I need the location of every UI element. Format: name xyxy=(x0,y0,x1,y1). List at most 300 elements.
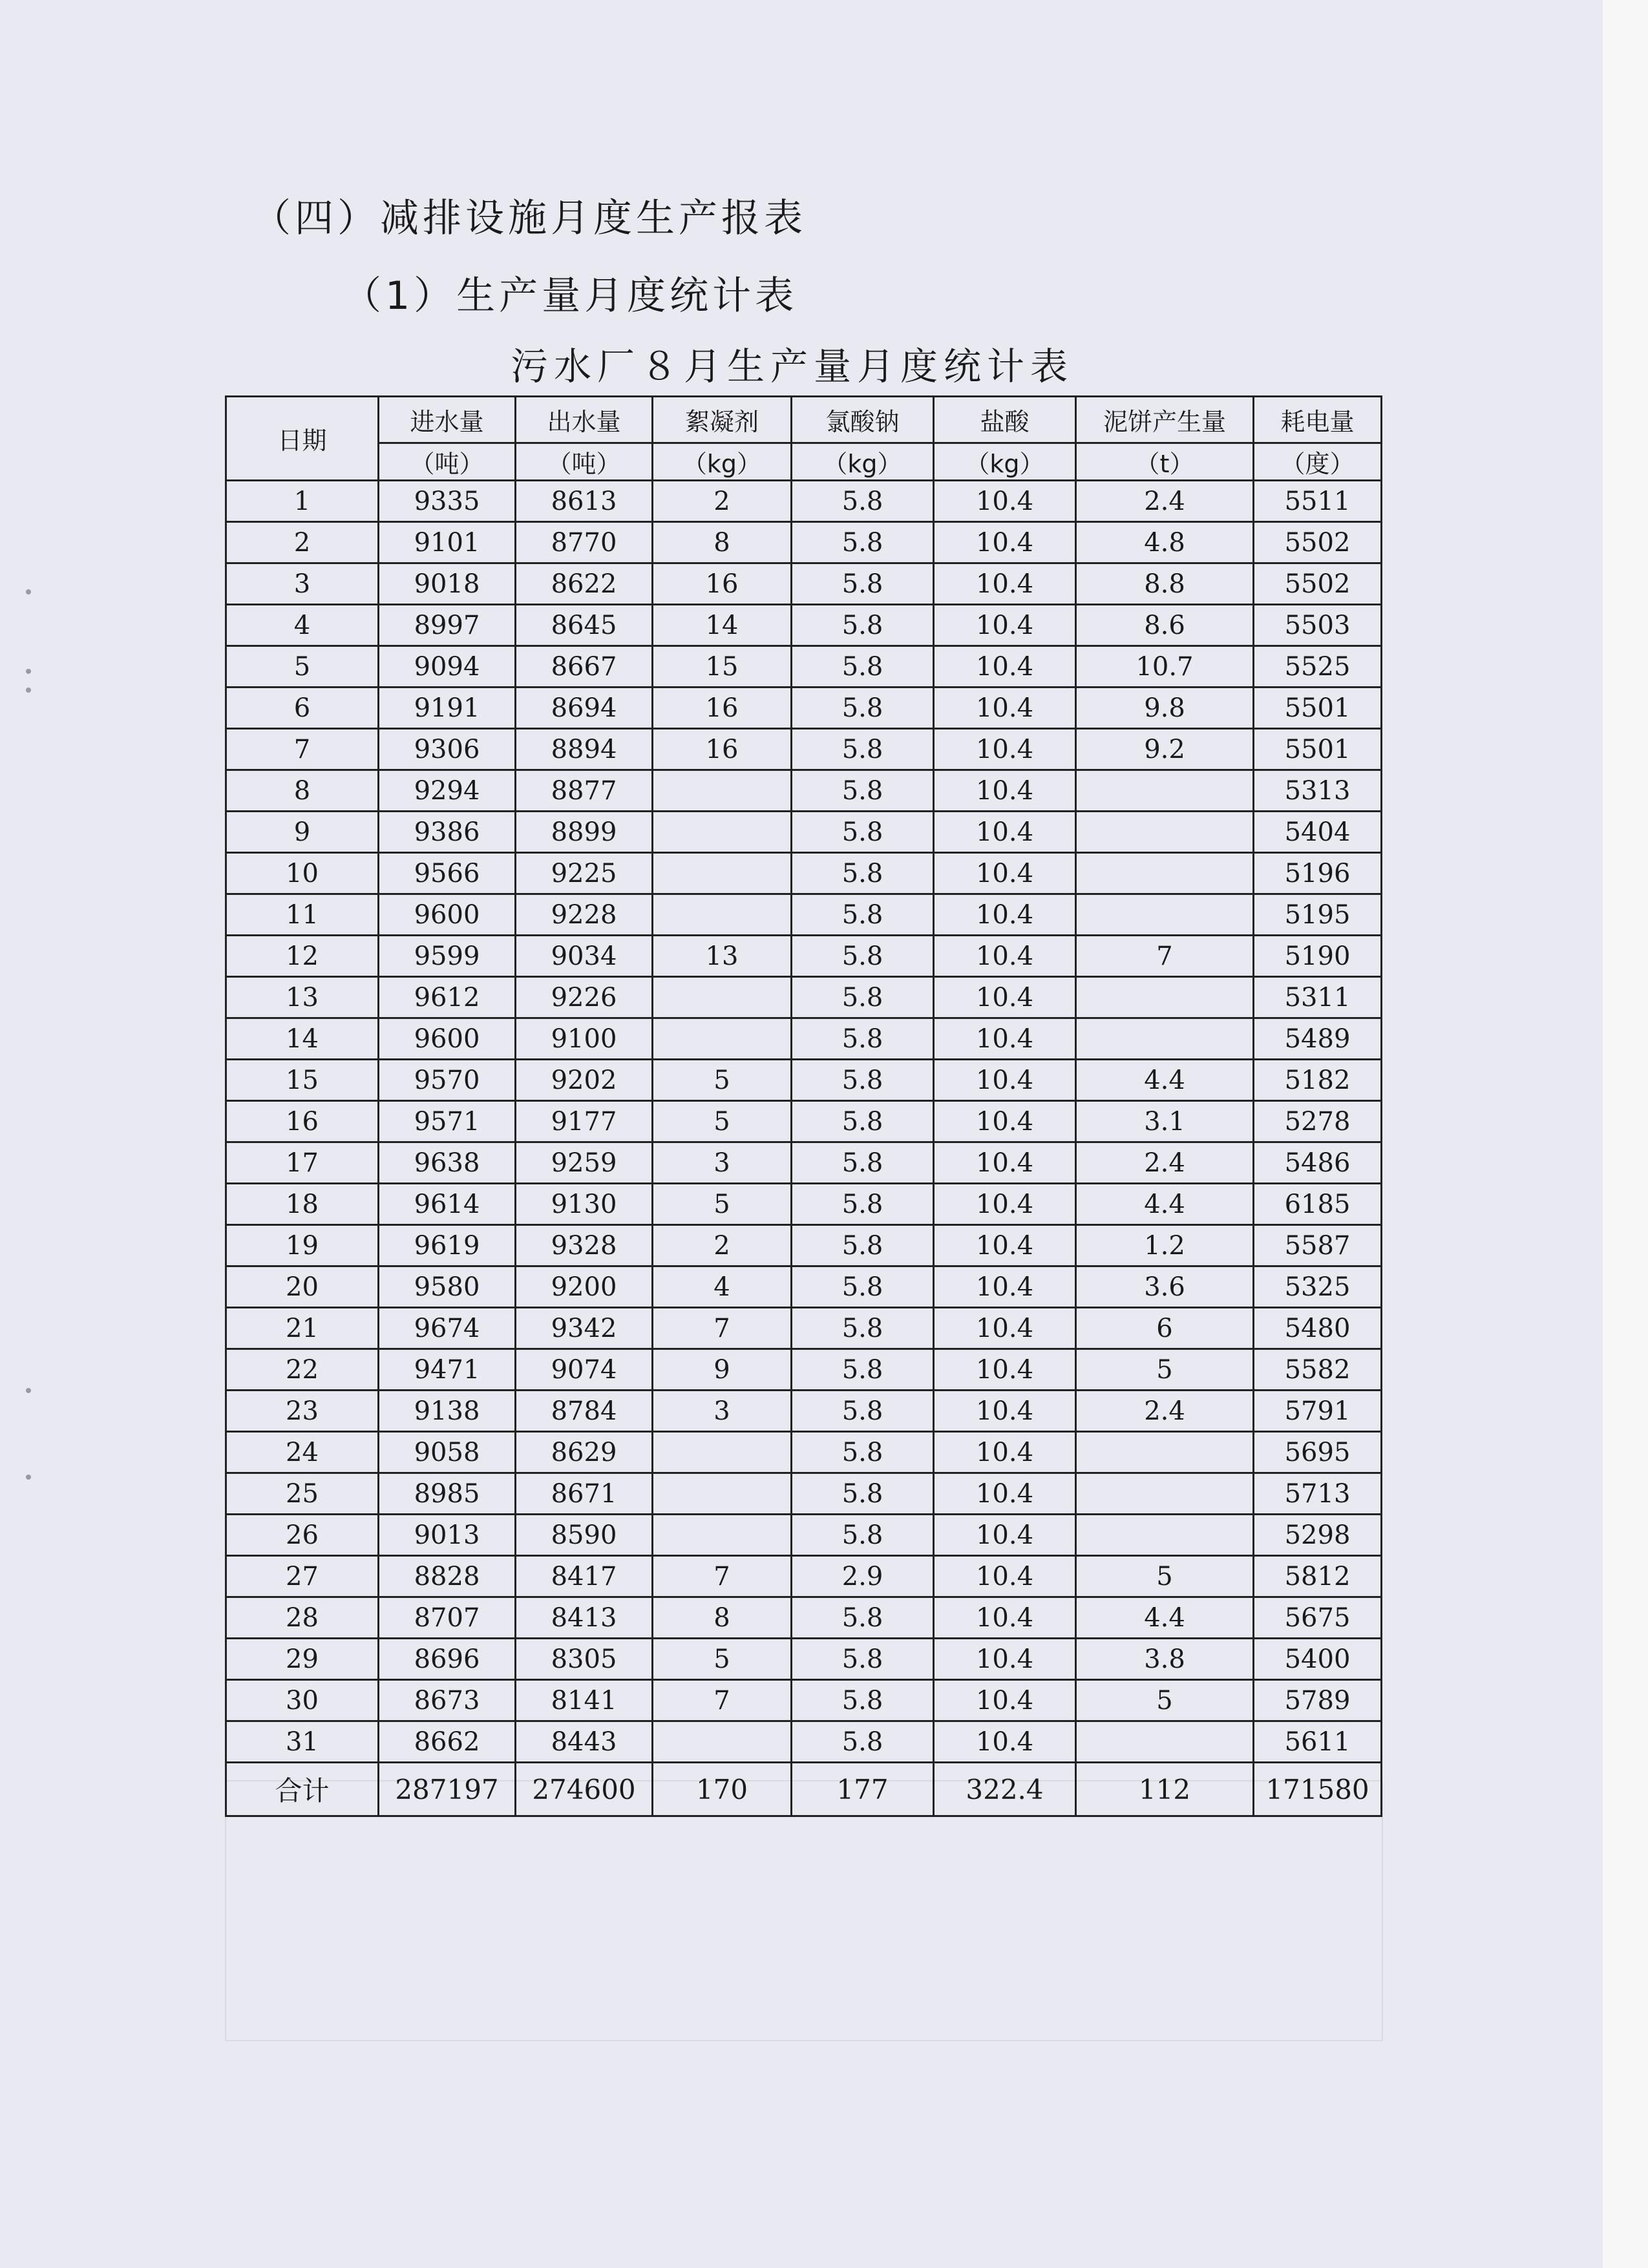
table-cell: 9.2 xyxy=(1076,729,1254,770)
table-cell: 9612 xyxy=(379,977,516,1018)
table-cell: 10.4 xyxy=(934,1018,1076,1060)
table-cell xyxy=(1076,1721,1254,1763)
table-cell: 5.8 xyxy=(792,894,934,936)
table-cell: 10.4 xyxy=(934,481,1076,522)
table-cell xyxy=(653,853,792,894)
date-cell: 7 xyxy=(226,729,379,770)
punch-hole xyxy=(26,1475,31,1480)
table-cell: 10.4 xyxy=(934,1225,1076,1266)
table-cell: 8877 xyxy=(516,770,653,812)
table-cell: 2 xyxy=(653,481,792,522)
table-cell: 5.8 xyxy=(792,1101,934,1142)
table-row xyxy=(226,688,1382,729)
table-cell: 9225 xyxy=(516,853,653,894)
table-cell: 13 xyxy=(653,936,792,977)
punch-hole xyxy=(26,669,31,674)
table-cell: 5298 xyxy=(1254,1515,1382,1556)
table-cell: 5313 xyxy=(1254,770,1382,812)
table-cell: 9638 xyxy=(379,1142,516,1184)
table-cell: 9100 xyxy=(516,1018,653,1060)
table-cell: 9 xyxy=(653,1349,792,1391)
col-header-sodium-chlorate: 氯酸钠 xyxy=(792,397,934,443)
table-cell: 5.8 xyxy=(792,1060,934,1101)
table-cell: 8645 xyxy=(516,605,653,646)
table-cell: 5502 xyxy=(1254,522,1382,563)
table-cell: 5.8 xyxy=(792,1142,934,1184)
table-cell: 8 xyxy=(653,1597,792,1639)
table-cell: 5.8 xyxy=(792,1721,934,1763)
table-cell: 9294 xyxy=(379,770,516,812)
date-cell: 30 xyxy=(226,1680,379,1721)
table-cell: 9226 xyxy=(516,977,653,1018)
table-cell: 5.8 xyxy=(792,563,934,605)
table-cell: 2.9 xyxy=(792,1556,934,1597)
date-cell: 18 xyxy=(226,1184,379,1225)
table-cell: 9471 xyxy=(379,1349,516,1391)
table-row xyxy=(226,1432,1382,1473)
table-cell: 8590 xyxy=(516,1515,653,1556)
table-cell: 5525 xyxy=(1254,646,1382,688)
table-cell: 4.4 xyxy=(1076,1184,1254,1225)
table-cell: 5 xyxy=(653,1639,792,1680)
table-cell: 5.8 xyxy=(792,1018,934,1060)
section-title: （四）减排设施月度生产报表 xyxy=(252,196,807,241)
table-cell: 10.4 xyxy=(934,977,1076,1018)
table-cell: 9342 xyxy=(516,1308,653,1349)
date-cell: 20 xyxy=(226,1266,379,1308)
total-cell: 274600 xyxy=(516,1763,653,1816)
table-cell: 5501 xyxy=(1254,688,1382,729)
table-cell: 8694 xyxy=(516,688,653,729)
table-cell: 10.4 xyxy=(934,1308,1076,1349)
date-cell: 8 xyxy=(226,770,379,812)
table-cell: 10.4 xyxy=(934,936,1076,977)
table-cell: 10.4 xyxy=(934,1515,1076,1556)
table-row xyxy=(226,812,1382,853)
table-cell: 8417 xyxy=(516,1556,653,1597)
table-cell: 5582 xyxy=(1254,1349,1382,1391)
table-cell: 8667 xyxy=(516,646,653,688)
date-cell: 26 xyxy=(226,1515,379,1556)
table-cell: 5190 xyxy=(1254,936,1382,977)
date-cell: 11 xyxy=(226,894,379,936)
table-cell: 10.4 xyxy=(934,522,1076,563)
table-cell: 5182 xyxy=(1254,1060,1382,1101)
table-cell: 8.8 xyxy=(1076,563,1254,605)
table-cell: 2.4 xyxy=(1076,1142,1254,1184)
table-row xyxy=(226,853,1382,894)
table-cell: 8997 xyxy=(379,605,516,646)
table-cell: 8707 xyxy=(379,1597,516,1639)
table-cell: 9306 xyxy=(379,729,516,770)
table-cell: 8828 xyxy=(379,1556,516,1597)
date-cell: 4 xyxy=(226,605,379,646)
table-cell: 5.8 xyxy=(792,1225,934,1266)
table-cell: 5404 xyxy=(1254,812,1382,853)
total-cell: 177 xyxy=(792,1763,934,1816)
table-cell: 5675 xyxy=(1254,1597,1382,1639)
table-cell: 16 xyxy=(653,688,792,729)
total-cell: 171580 xyxy=(1254,1763,1382,1816)
table-cell: 5.8 xyxy=(792,1680,934,1721)
subsection-title: （1）生产量月度统计表 xyxy=(343,273,798,319)
table-cell xyxy=(653,977,792,1018)
table-cell: 10.4 xyxy=(934,853,1076,894)
table-cell: 10.4 xyxy=(934,1349,1076,1391)
table-cell: 5.8 xyxy=(792,812,934,853)
table-cell: 5.8 xyxy=(792,522,934,563)
unit-flocculant: （kg） xyxy=(653,443,792,481)
total-cell: 170 xyxy=(653,1763,792,1816)
table-cell: 9328 xyxy=(516,1225,653,1266)
date-cell: 1 xyxy=(226,481,379,522)
table-cell: 5587 xyxy=(1254,1225,1382,1266)
table-row xyxy=(226,894,1382,936)
unit-sludge-cake: （t） xyxy=(1076,443,1254,481)
table-cell: 5511 xyxy=(1254,481,1382,522)
table-cell: 9130 xyxy=(516,1184,653,1225)
table-cell: 5196 xyxy=(1254,853,1382,894)
table-cell: 8784 xyxy=(516,1391,653,1432)
table-cell: 5.8 xyxy=(792,688,934,729)
table-cell: 5611 xyxy=(1254,1721,1382,1763)
table-cell: 10.4 xyxy=(934,1639,1076,1680)
table-cell: 9386 xyxy=(379,812,516,853)
table-row xyxy=(226,1721,1382,1763)
table-cell: 9013 xyxy=(379,1515,516,1556)
table-cell: 7 xyxy=(1076,936,1254,977)
table-cell: 8894 xyxy=(516,729,653,770)
table-row xyxy=(226,1391,1382,1432)
table-cell: 5.8 xyxy=(792,977,934,1018)
table-row xyxy=(226,936,1382,977)
table-row xyxy=(226,977,1382,1018)
table-cell: 9335 xyxy=(379,481,516,522)
date-cell: 15 xyxy=(226,1060,379,1101)
table-cell: 5503 xyxy=(1254,605,1382,646)
table-cell: 5.8 xyxy=(792,481,934,522)
table-cell: 7 xyxy=(653,1556,792,1597)
table-cell: 5.8 xyxy=(792,1308,934,1349)
table-cell: 3 xyxy=(653,1391,792,1432)
table-cell: 10.4 xyxy=(934,770,1076,812)
table-cell xyxy=(1076,894,1254,936)
table-cell: 5.8 xyxy=(792,1639,934,1680)
table-cell: 5 xyxy=(653,1101,792,1142)
table-cell xyxy=(653,1473,792,1515)
table-cell xyxy=(653,812,792,853)
table-cell: 9202 xyxy=(516,1060,653,1101)
table-cell: 15 xyxy=(653,646,792,688)
table-cell: 5195 xyxy=(1254,894,1382,936)
table-row xyxy=(226,522,1382,563)
table-row xyxy=(226,1060,1382,1101)
table-row xyxy=(226,563,1382,605)
table-row xyxy=(226,1349,1382,1391)
table-cell: 9600 xyxy=(379,894,516,936)
date-cell: 29 xyxy=(226,1639,379,1680)
date-cell: 22 xyxy=(226,1349,379,1391)
table-cell: 10.4 xyxy=(934,1721,1076,1763)
table-cell: 3 xyxy=(653,1142,792,1184)
table-cell: 14 xyxy=(653,605,792,646)
table-cell: 10.4 xyxy=(934,1060,1076,1101)
table-cell: 5502 xyxy=(1254,563,1382,605)
table-cell: 10.4 xyxy=(934,1266,1076,1308)
table-cell: 8.6 xyxy=(1076,605,1254,646)
table-cell: 8613 xyxy=(516,481,653,522)
unit-sodium-chlorate: （kg） xyxy=(792,443,934,481)
table-row xyxy=(226,1515,1382,1556)
total-label: 合计 xyxy=(226,1763,379,1816)
table-cell: 5.8 xyxy=(792,1349,934,1391)
table-cell: 5812 xyxy=(1254,1556,1382,1597)
header-row-units xyxy=(226,443,1382,481)
table-row xyxy=(226,770,1382,812)
date-cell: 25 xyxy=(226,1473,379,1515)
table-cell: 5.8 xyxy=(792,770,934,812)
col-header-hydrochloric-acid: 盐酸 xyxy=(934,397,1076,443)
table-cell: 9018 xyxy=(379,563,516,605)
date-cell: 27 xyxy=(226,1556,379,1597)
table-row xyxy=(226,1597,1382,1639)
table-cell: 3.1 xyxy=(1076,1101,1254,1142)
unit-hydrochloric-acid: （kg） xyxy=(934,443,1076,481)
date-cell: 16 xyxy=(226,1101,379,1142)
table-cell: 1.2 xyxy=(1076,1225,1254,1266)
col-header-inflow: 进水量 xyxy=(379,397,516,443)
table-cell: 4 xyxy=(653,1266,792,1308)
table-cell: 2.4 xyxy=(1076,481,1254,522)
table-cell: 9177 xyxy=(516,1101,653,1142)
table-cell: 5400 xyxy=(1254,1639,1382,1680)
table-row xyxy=(226,1018,1382,1060)
table-cell xyxy=(1076,1018,1254,1060)
table-cell: 10.7 xyxy=(1076,646,1254,688)
table-cell: 8305 xyxy=(516,1639,653,1680)
table-cell: 5695 xyxy=(1254,1432,1382,1473)
table-row xyxy=(226,729,1382,770)
table-cell: 9259 xyxy=(516,1142,653,1184)
unit-outflow: （吨） xyxy=(516,443,653,481)
scan-margin xyxy=(1603,0,1648,2268)
date-cell: 31 xyxy=(226,1721,379,1763)
total-cell: 322.4 xyxy=(934,1763,1076,1816)
table-cell: 5.8 xyxy=(792,646,934,688)
table-cell: 5713 xyxy=(1254,1473,1382,1515)
table-cell: 9599 xyxy=(379,936,516,977)
table-row xyxy=(226,1639,1382,1680)
table-cell: 2.4 xyxy=(1076,1391,1254,1432)
table-cell: 16 xyxy=(653,729,792,770)
table-cell xyxy=(653,770,792,812)
table-cell: 5.8 xyxy=(792,1515,934,1556)
table-row xyxy=(226,1101,1382,1142)
table-cell: 5 xyxy=(1076,1556,1254,1597)
table-cell: 4.4 xyxy=(1076,1597,1254,1639)
table-cell: 8985 xyxy=(379,1473,516,1515)
date-cell: 13 xyxy=(226,977,379,1018)
table-cell: 9200 xyxy=(516,1266,653,1308)
production-table xyxy=(225,395,1382,1817)
table-row xyxy=(226,1142,1382,1184)
table-cell: 10.4 xyxy=(934,1142,1076,1184)
table-cell: 6185 xyxy=(1254,1184,1382,1225)
table-cell: 5.8 xyxy=(792,729,934,770)
table-cell: 8662 xyxy=(379,1721,516,1763)
col-header-sludge-cake: 泥饼产生量 xyxy=(1076,397,1254,443)
table-cell: 8413 xyxy=(516,1597,653,1639)
table-cell xyxy=(1076,977,1254,1018)
table-cell: 5 xyxy=(1076,1349,1254,1391)
table-cell: 5278 xyxy=(1254,1101,1382,1142)
table-cell: 5 xyxy=(653,1184,792,1225)
table-cell: 9.8 xyxy=(1076,688,1254,729)
date-cell: 28 xyxy=(226,1597,379,1639)
table-cell: 10.4 xyxy=(934,563,1076,605)
table-body xyxy=(226,481,1382,1763)
date-cell: 5 xyxy=(226,646,379,688)
table-row xyxy=(226,1680,1382,1721)
table-cell: 5486 xyxy=(1254,1142,1382,1184)
col-header-flocculant: 絮凝剂 xyxy=(653,397,792,443)
table-cell: 5.8 xyxy=(792,1391,934,1432)
table-cell: 5 xyxy=(653,1060,792,1101)
table-cell xyxy=(1076,1473,1254,1515)
table-cell: 7 xyxy=(653,1308,792,1349)
table-cell: 9674 xyxy=(379,1308,516,1349)
table-cell: 10.4 xyxy=(934,1184,1076,1225)
punch-hole xyxy=(26,589,31,594)
table-cell: 5.8 xyxy=(792,1473,934,1515)
table-row xyxy=(226,646,1382,688)
date-cell: 23 xyxy=(226,1391,379,1432)
date-cell: 17 xyxy=(226,1142,379,1184)
table-cell: 10.4 xyxy=(934,812,1076,853)
table-cell: 5.8 xyxy=(792,1432,934,1473)
table-cell: 9058 xyxy=(379,1432,516,1473)
table-row xyxy=(226,605,1382,646)
table-cell xyxy=(1076,770,1254,812)
table-cell: 5311 xyxy=(1254,977,1382,1018)
date-cell: 24 xyxy=(226,1432,379,1473)
table-cell: 3.6 xyxy=(1076,1266,1254,1308)
date-cell: 14 xyxy=(226,1018,379,1060)
table-cell: 9571 xyxy=(379,1101,516,1142)
table-cell: 9094 xyxy=(379,646,516,688)
table-cell: 9074 xyxy=(516,1349,653,1391)
table-cell: 9101 xyxy=(379,522,516,563)
table-cell: 10.4 xyxy=(934,1680,1076,1721)
table-row xyxy=(226,1556,1382,1597)
table-cell: 5480 xyxy=(1254,1308,1382,1349)
table-cell: 9566 xyxy=(379,853,516,894)
date-cell: 21 xyxy=(226,1308,379,1349)
table-row xyxy=(226,1184,1382,1225)
date-cell: 9 xyxy=(226,812,379,853)
table-cell: 8 xyxy=(653,522,792,563)
table-cell: 9570 xyxy=(379,1060,516,1101)
table-cell: 5.8 xyxy=(792,1266,934,1308)
header-row-names xyxy=(226,397,1382,443)
date-cell: 2 xyxy=(226,522,379,563)
table-cell: 4.4 xyxy=(1076,1060,1254,1101)
table-cell: 8629 xyxy=(516,1432,653,1473)
total-cell: 112 xyxy=(1076,1763,1254,1816)
table-cell: 10.4 xyxy=(934,646,1076,688)
table-cell: 5 xyxy=(1076,1680,1254,1721)
table-cell: 10.4 xyxy=(934,1473,1076,1515)
table-cell: 5325 xyxy=(1254,1266,1382,1308)
table-cell: 3.8 xyxy=(1076,1639,1254,1680)
col-header-power: 耗电量 xyxy=(1254,397,1382,443)
table-row xyxy=(226,1308,1382,1349)
table-cell: 9600 xyxy=(379,1018,516,1060)
table-cell: 10.4 xyxy=(934,1101,1076,1142)
table-cell: 5.8 xyxy=(792,605,934,646)
table-cell: 16 xyxy=(653,563,792,605)
col-header-outflow: 出水量 xyxy=(516,397,653,443)
date-cell: 6 xyxy=(226,688,379,729)
table-cell: 6 xyxy=(1076,1308,1254,1349)
table-cell xyxy=(653,894,792,936)
col-header-date: 日期 xyxy=(226,397,379,481)
total-cell: 287197 xyxy=(379,1763,516,1816)
table-cell xyxy=(653,1432,792,1473)
table-cell xyxy=(1076,812,1254,853)
table-cell: 10.4 xyxy=(934,1597,1076,1639)
table-cell: 8671 xyxy=(516,1473,653,1515)
table-cell: 9138 xyxy=(379,1391,516,1432)
table-cell: 5.8 xyxy=(792,1597,934,1639)
table-cell xyxy=(1076,1432,1254,1473)
bleed-through-table xyxy=(225,1780,1383,2041)
table-cell xyxy=(653,1018,792,1060)
table-row xyxy=(226,1225,1382,1266)
table-cell xyxy=(1076,1515,1254,1556)
table-cell: 9191 xyxy=(379,688,516,729)
table-cell: 9228 xyxy=(516,894,653,936)
table-cell: 10.4 xyxy=(934,605,1076,646)
table-caption: 污水厂８月生产量月度统计表 xyxy=(511,344,1074,388)
table-cell: 4.8 xyxy=(1076,522,1254,563)
date-cell: 12 xyxy=(226,936,379,977)
table-cell: 8696 xyxy=(379,1639,516,1680)
table-cell: 8443 xyxy=(516,1721,653,1763)
table-cell: 10.4 xyxy=(934,729,1076,770)
table-cell: 10.4 xyxy=(934,1432,1076,1473)
table-cell: 5791 xyxy=(1254,1391,1382,1432)
table-cell xyxy=(1076,853,1254,894)
table-cell: 9619 xyxy=(379,1225,516,1266)
table-cell xyxy=(653,1721,792,1763)
table-cell: 10.4 xyxy=(934,1391,1076,1432)
table-cell: 2 xyxy=(653,1225,792,1266)
table-cell: 9034 xyxy=(516,936,653,977)
table-row xyxy=(226,1266,1382,1308)
table-row xyxy=(226,481,1382,522)
table-cell: 5.8 xyxy=(792,936,934,977)
punch-hole xyxy=(26,1388,31,1393)
totals-row xyxy=(226,1763,1382,1816)
table-cell: 5789 xyxy=(1254,1680,1382,1721)
table-cell: 8673 xyxy=(379,1680,516,1721)
date-cell: 10 xyxy=(226,853,379,894)
date-cell: 19 xyxy=(226,1225,379,1266)
date-cell: 3 xyxy=(226,563,379,605)
table-cell: 8622 xyxy=(516,563,653,605)
table-cell: 9580 xyxy=(379,1266,516,1308)
